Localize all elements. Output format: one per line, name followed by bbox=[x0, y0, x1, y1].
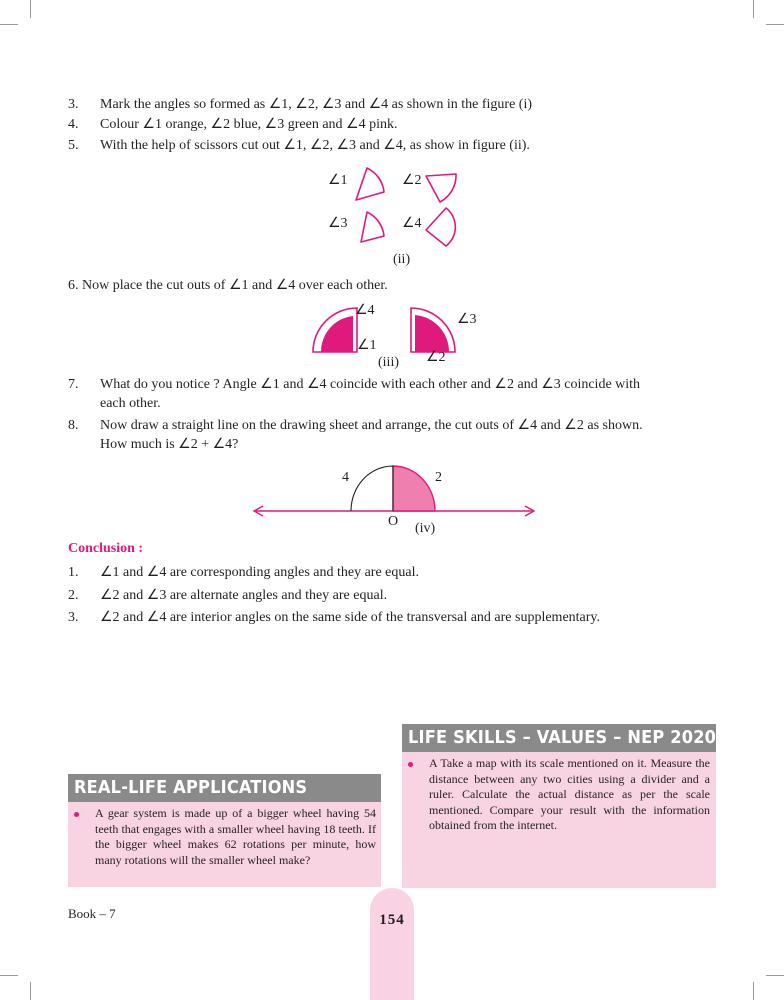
step-text: Mark the angles so formed as ∠1, ∠2, ∠3 and ∠4 as shown in the figure (i) bbox=[100, 97, 533, 112]
crop-mark bbox=[0, 975, 18, 976]
figure-ii bbox=[318, 160, 468, 272]
step-text-line-1: Now draw a straight line on the drawing sheet and arrange, the cut outs of ∠4 and ∠2 as shown. bbox=[100, 418, 643, 433]
item-text: ∠1 and ∠4 are corresponding angles and they are equal. bbox=[100, 565, 419, 580]
step-text-line-2: each other. bbox=[100, 396, 161, 411]
angle-4-label: ∠4 bbox=[402, 216, 422, 231]
item-text: ∠2 and ∠3 are alternate angles and they are equal. bbox=[100, 588, 388, 603]
cutout-angle-2-overlay bbox=[415, 315, 449, 352]
origin-label: O bbox=[388, 514, 399, 529]
crop-mark bbox=[0, 24, 18, 25]
step-number: 7. bbox=[68, 377, 79, 392]
angle-3-label: ∠3 bbox=[328, 216, 348, 231]
crop-mark bbox=[766, 24, 784, 25]
step-number: 3. bbox=[68, 97, 79, 112]
angle-2-label: ∠2 bbox=[426, 350, 446, 365]
item-number: 1. bbox=[68, 565, 79, 580]
real-life-title: REAL-LIFE APPLICATIONS bbox=[74, 777, 308, 798]
angle-3-label: ∠3 bbox=[457, 312, 477, 327]
item-number: 2. bbox=[68, 588, 79, 603]
step-text-line-2: How much is ∠2 + ∠4? bbox=[100, 437, 239, 452]
angle-2-label: ∠2 bbox=[402, 173, 422, 188]
item-number: 3. bbox=[68, 610, 79, 625]
real-life-header bbox=[68, 774, 381, 802]
label-2: 2 bbox=[435, 470, 442, 485]
conclusion-title: Conclusion : bbox=[68, 541, 144, 556]
bullet-icon bbox=[74, 812, 79, 817]
figure-ii-caption: (ii) bbox=[393, 252, 411, 267]
crop-mark bbox=[30, 982, 31, 1000]
page-number: 154 bbox=[379, 912, 405, 928]
life-skills-header bbox=[402, 724, 716, 752]
item-text: ∠2 and ∠4 are interior angles on the same side of the transversal and are supplementary. bbox=[100, 610, 601, 625]
crop-mark bbox=[766, 975, 784, 976]
real-life-text: A gear system is made up of a bigger wheel having 54 teeth that engages with a smaller wheel having 18 teeth. If the bigger wheel makes 62 rotations per minute, how many rotations will the smaller wheel make? bbox=[95, 806, 376, 867]
book-label: Book – 7 bbox=[68, 906, 116, 921]
angle-4-cutout bbox=[351, 466, 393, 511]
angle-1-label: ∠1 bbox=[328, 173, 348, 188]
step-text: 6. Now place the cut outs of ∠1 and ∠4 over each other. bbox=[68, 278, 388, 293]
bullet-icon bbox=[408, 762, 413, 767]
figure-iii-caption: (iii) bbox=[378, 355, 399, 370]
step-number: 8. bbox=[68, 418, 79, 433]
step-number: 4. bbox=[68, 117, 79, 132]
angle-1-label: ∠1 bbox=[357, 338, 377, 353]
page-tab bbox=[370, 888, 414, 1000]
step-text: Colour ∠1 orange, ∠2 blue, ∠3 green and ∠4 pink. bbox=[100, 117, 398, 132]
cutout-angle-2 bbox=[426, 174, 456, 202]
crop-mark bbox=[753, 0, 754, 18]
life-skills-title: LIFE SKILLS – VALUES – NEP 2020 bbox=[408, 727, 717, 748]
cutout-angle-4 bbox=[426, 208, 455, 246]
figure-iv bbox=[250, 460, 540, 542]
figure-iii bbox=[305, 300, 495, 372]
step-number: 5. bbox=[68, 138, 79, 153]
cutout-angle-1 bbox=[356, 168, 384, 200]
step-text-line-1: What do you notice ? Angle ∠1 and ∠4 coincide with each other and ∠2 and ∠3 coincide with bbox=[100, 377, 641, 392]
cutout-angle-3 bbox=[361, 212, 384, 242]
angle-2-cutout bbox=[393, 466, 435, 511]
life-skills-text: A Take a map with its scale mentioned on it. Measure the distance between any two cities using a divider and a ruler. Calculate the actual distance as per the scale mentioned. Compare your result with the information obtained from the internet. bbox=[429, 756, 710, 832]
label-4: 4 bbox=[342, 470, 349, 485]
crop-mark bbox=[753, 982, 754, 1000]
crop-mark bbox=[30, 0, 31, 18]
figure-iv-caption: (iv) bbox=[415, 521, 436, 536]
angle-4-label: ∠4 bbox=[355, 303, 375, 318]
step-text: With the help of scissors cut out ∠1, ∠2, ∠3 and ∠4, as show in figure (ii). bbox=[100, 138, 530, 153]
